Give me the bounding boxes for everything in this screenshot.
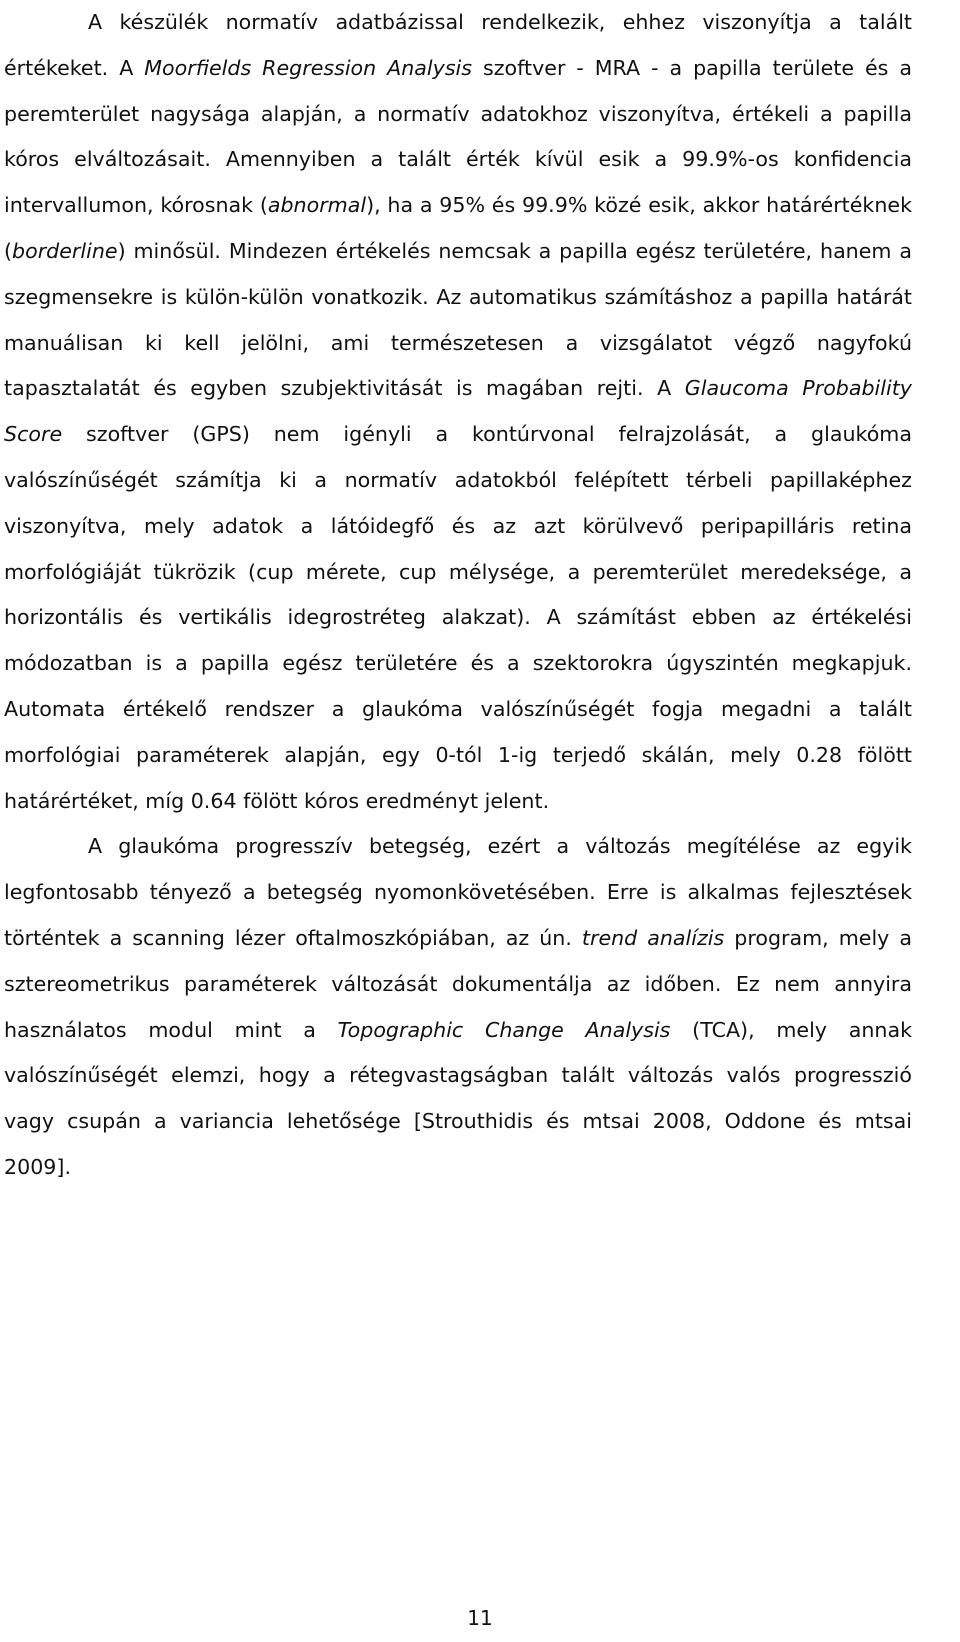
page-number: 11 [467,1606,493,1630]
text-span: szoftver - MRA - a papilla területe és a peremterület nagysága alapján, a normatív adatokhoz viszonyítva, értékeli a papilla kóros elváltozásait. Amennyiben a talált érték kívül esik a 99.9%-os konfidencia intervallumon, kórosnak ( [4,55,912,218]
paragraph-mra-gps [4,0,912,824]
text-span: (TCA), mely annak valószínűségét elemzi, hogy a rétegvastagságban talált változás valós progresszió vagy csupán a variancia lehetősége [Strouthidis és mtsai 2008, Oddone és mtsai 2009]. [4,1017,912,1179]
italic-term: borderline [12,238,118,263]
italic-term: trend analízis [581,925,725,950]
text-span: ) minősül. Mindezen értékelés nemcsak a papilla egész területére, hanem a szegmensekre is külön-külön vonatkozik. Az automatikus számításhoz a papilla határát manuálisan ki kell jelölni, ami természetesen a vizsgálatot végző nagyfokú tapasztalatát és egyben szubjektivitását is magában rejti. A [4,238,912,401]
text-span: A készülék normatív adatbázissal rendelkezik, ehhez viszonyítja a talált értékeket. A [4,10,912,80]
italic-term: Glaucoma Probability Score [4,376,912,447]
text-span: ), ha a 95% és 99.9% közé esik, akkor határértéknek ( [4,193,912,263]
italic-term: Moorfields Regression Analysis [144,55,473,80]
text-span: A glaukóma progresszív betegség, ezért a változás megítélése az egyik legfontosabb tényező a betegség nyomonkövetésében. Erre is alkalmas fejlesztések történtek a scanning lézer oftalmoszkópiában, az ún. [4,834,912,950]
italic-term: abnormal [267,193,367,218]
document-body [4,0,912,1191]
paragraph-progression [4,824,912,1190]
italic-term: Topographic Change Analysis [337,1017,671,1042]
text-span: program, mely a sztereometrikus paraméterek változását dokumentálja az időben. Ez nem annyira használatos modul mint a [4,925,912,1042]
text-span: szoftver (GPS) nem igényli a kontúrvonal felrajzolását, a glaukóma valószínűségét számítja ki a normatív adatokból felépített térbeli papillaképhez viszonyítva, mely adatok a látóidegfő és az azt körülvevő peripapilláris retina morfológiáját tükrözik (cup mérete, cup mélysége, a peremterület meredeksége, a horizontális és vertikális idegrostréteg alakzat). A számítást ebben az értékelési módozatban is a papilla egész területére és a szektorokra úgyszintén megkapjuk. Automata értékelő rendszer a glaukóma valószínűségét fogja megadni a talált morfológiai paraméterek alapján, egy 0-tól 1-ig terjedő skálán, mely 0.28 fölött határértéket, míg 0.64 fölött kóros eredményt jelent. [4,422,912,813]
